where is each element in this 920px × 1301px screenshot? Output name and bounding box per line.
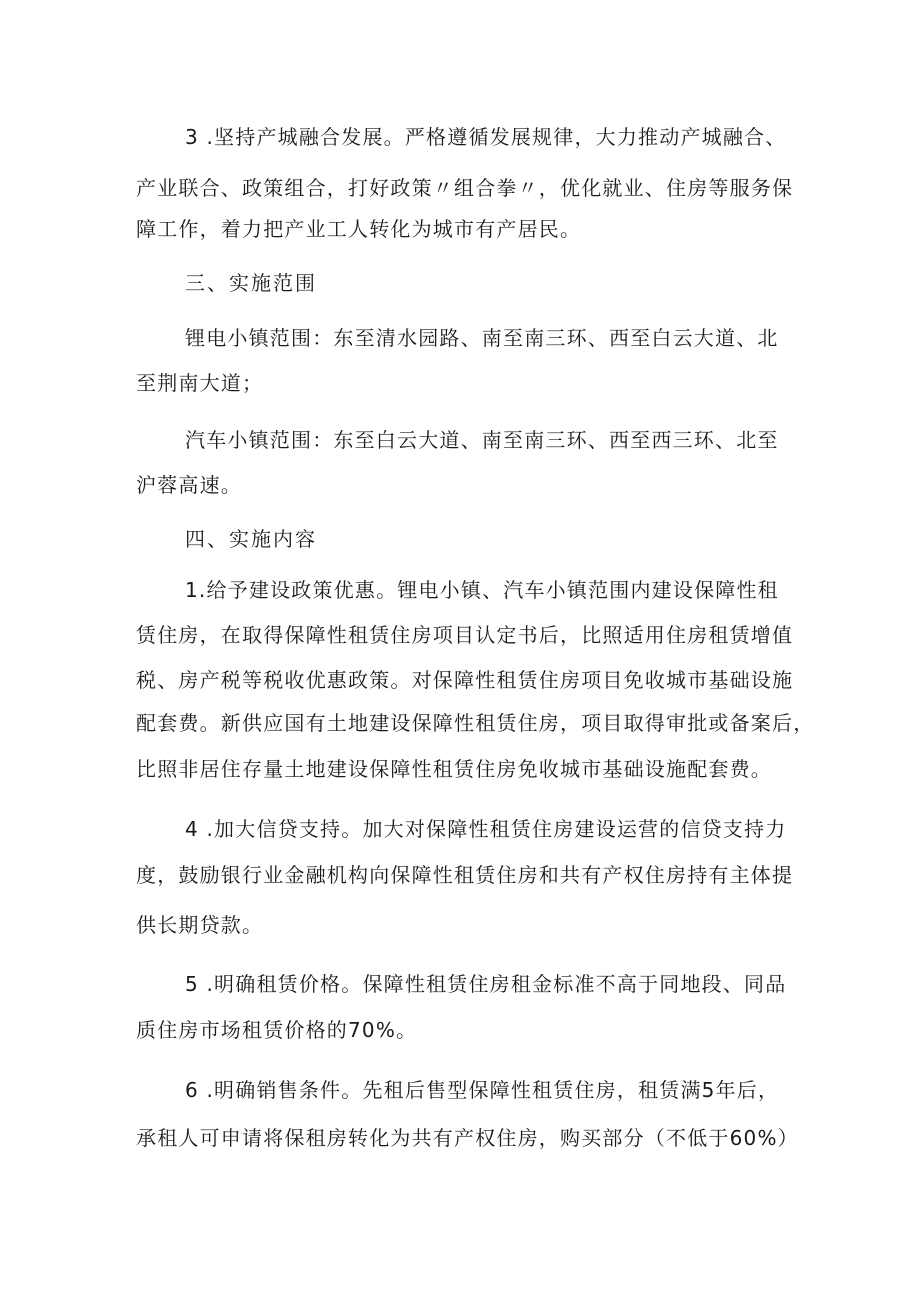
paragraph-line: 产业联合、政策组合，打好政策〃组合拳〃，优化就业、住房等服务保 xyxy=(136,176,794,200)
paragraph-line: 锂电小镇范围：东至清水园路、南至南三环、西至白云大道、北 xyxy=(185,326,779,350)
paragraph-line: 6 .明确销售条件。先租后售型保障性租赁住房，租赁满5年后， xyxy=(185,1078,780,1102)
paragraph-line: 汽车小镇范围：东至白云大道、南至南三环、西至西三环、北至 xyxy=(185,428,779,452)
paragraph-line: 至荆南大道； xyxy=(136,371,264,395)
paragraph-line: 供长期贷款。 xyxy=(136,913,264,937)
paragraph-line: 比照非居住存量土地建设保障性租赁住房免收城市基础设施配套费。 xyxy=(136,757,772,781)
section-heading: 四、实施内容 xyxy=(185,527,317,551)
paragraph-line: 承租人可申请将保租房转化为共有产权住房，购买部分（不低于60%） xyxy=(136,1126,799,1150)
section-heading: 三、实施范围 xyxy=(185,271,317,295)
paragraph-line: 赁住房，在取得保障性租赁住房项目认定书后，比照适用住房租赁增值 xyxy=(136,623,794,647)
paragraph-line: 障工作，着力把产业工人转化为城市有产居民。 xyxy=(136,217,582,241)
paragraph-line: 4 .加大信贷支持。加大对保障性租赁住房建设运营的信贷支持力 xyxy=(185,817,787,841)
paragraph-line: 3 .坚持产城融合发展。严格遵循发展规律，大力推动产城融合、 xyxy=(185,125,787,149)
paragraph-line: 1.给予建设政策优惠。锂电小镇、汽车小镇范围内建设保障性租 xyxy=(185,578,779,602)
paragraph-line: 5 .明确租赁价格。保障性租赁住房租金标准不高于同地段、同品 xyxy=(185,972,787,996)
paragraph-line: 度，鼓励银行业金融机构向保障性租赁住房和共有产权住房持有主体提 xyxy=(136,863,794,887)
paragraph-line: 沪蓉高速。 xyxy=(136,473,242,497)
paragraph-line: 配套费。新供应国有土地建设保障性租赁住房，项目取得审批或备案后， xyxy=(136,711,815,735)
paragraph-line: 税、房产税等税收优惠政策。对保障性租赁住房项目免收城市基础设施 xyxy=(136,668,794,692)
paragraph-line: 质住房市场租赁价格的70%。 xyxy=(136,1018,418,1042)
